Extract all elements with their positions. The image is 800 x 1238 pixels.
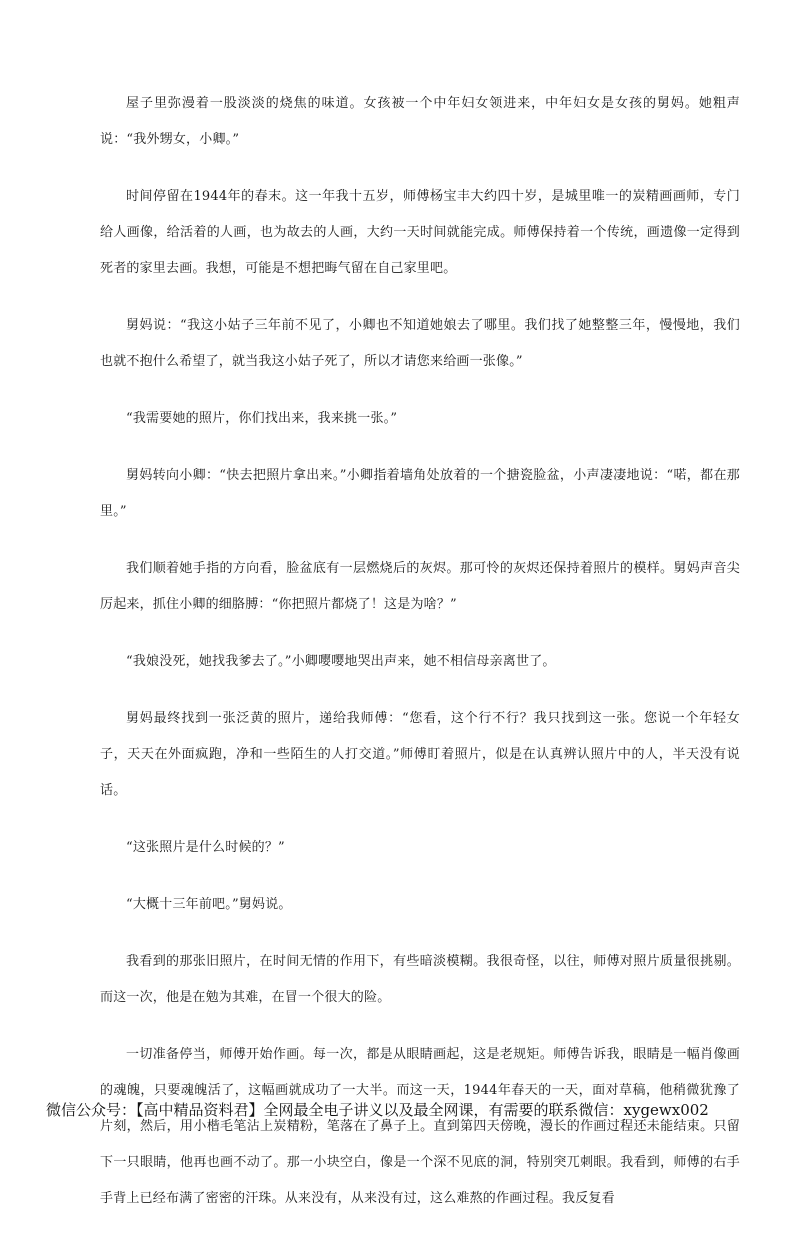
paragraph-3: 舅妈说：“我这小姑子三年前不见了，小卿也不知道她娘去了哪里。我们找了她整整三年，慢慢地，我们也就不抱什么希望了，就当我这小姑子死了，所以才请您来给画一张像。” (100, 318, 740, 369)
article-body (100, 86, 740, 1238)
paragraph-1: 屋子里弥漫着一股淡淡的烧焦的味道。女孩被一个中年妇女领进来，中年妇女是女孩的舅妈。她粗声说：“我外甥女，小卿。” (100, 96, 740, 147)
paragraph-5: 舅妈转向小卿：“快去把照片拿出来。”小卿指着墙角处放着的一个搪瓷脸盆，小声凄凄地说：“喏，都在那里。” (100, 468, 740, 519)
paragraph-7: “我娘没死，她找我爹去了。”小卿嘤嘤地哭出声来，她不相信母亲离世了。 (126, 654, 556, 669)
paragraph-8: 舅妈最终找到一张泛黄的照片，递给我师傅：“您看，这个行不行？我只找到这一张。您说一个年轻女子，天天在外面疯跑，净和一些陌生的人打交道。”师傅盯着照片，似是在认真辨认照片中的人，半天没有说话。 (100, 711, 740, 798)
paragraph-10: “大概十三年前吧。”舅妈说。 (126, 897, 292, 912)
paragraph-6: 我们顺着她手指的方向看，脸盆底有一层燃烧后的灰烬。那可怜的灰烬还保持着照片的模样。舅妈声音尖厉起来，抓住小卿的细胳膊：“你把照片都烧了！这是为啥？” (100, 561, 740, 612)
paragraph-12: 一切准备停当，师傅开始作画。每一次，都是从眼睛画起，这是老规矩。师傅告诉我，眼睛是一幅肖像画的魂魄，只要魂魄活了，这幅画就成功了一大半。而这一天，1944年春天的一天，面对草稿，他稍微犹豫了片刻，然后，用小楷毛笔沾上炭精粉，笔落在了鼻子上。直到第四天傍晚，漫长的作画过程还未能结束。只留下一只眼睛，他再也画不动了。那一小块空白，像是一个深不见底的洞，特别突兀刺眼。我看到，师傅的右手手背上已经布满了密密的汗珠。从来没有，从来没有过，这么难熬的作画过程。我反复看 (100, 1047, 740, 1206)
paragraph-9: “这张照片是什么时候的？” (126, 840, 285, 855)
paragraph-4: “我需要她的照片，你们找出来，我来挑一张。” (126, 411, 398, 426)
paragraph-11: 我看到的那张旧照片，在时间无情的作用下，有些暗淡模糊。我很奇怪，以往，师傅对照片质量很挑剔。而这一次，他是在勉为其难，在冒一个很大的险。 (100, 954, 740, 1005)
footer-contact-line: 微信公众号：【高中精品资料君】全网最全电子讲义以及最全网课，有需要的联系微信：xygewx002 (46, 1101, 709, 1119)
paragraph-2: 时间停留在1944年的春末。这一年我十五岁，师傅杨宝丰大约四十岁，是城里唯一的炭精画画师，专门给人画像，给活着的人画，也为故去的人画，大约一天时间就能完成。师傅保持着一个传统，画遗像一定得到死者的家里去画。我想，可能是不想把晦气留在自己家里吧。 (100, 189, 740, 276)
